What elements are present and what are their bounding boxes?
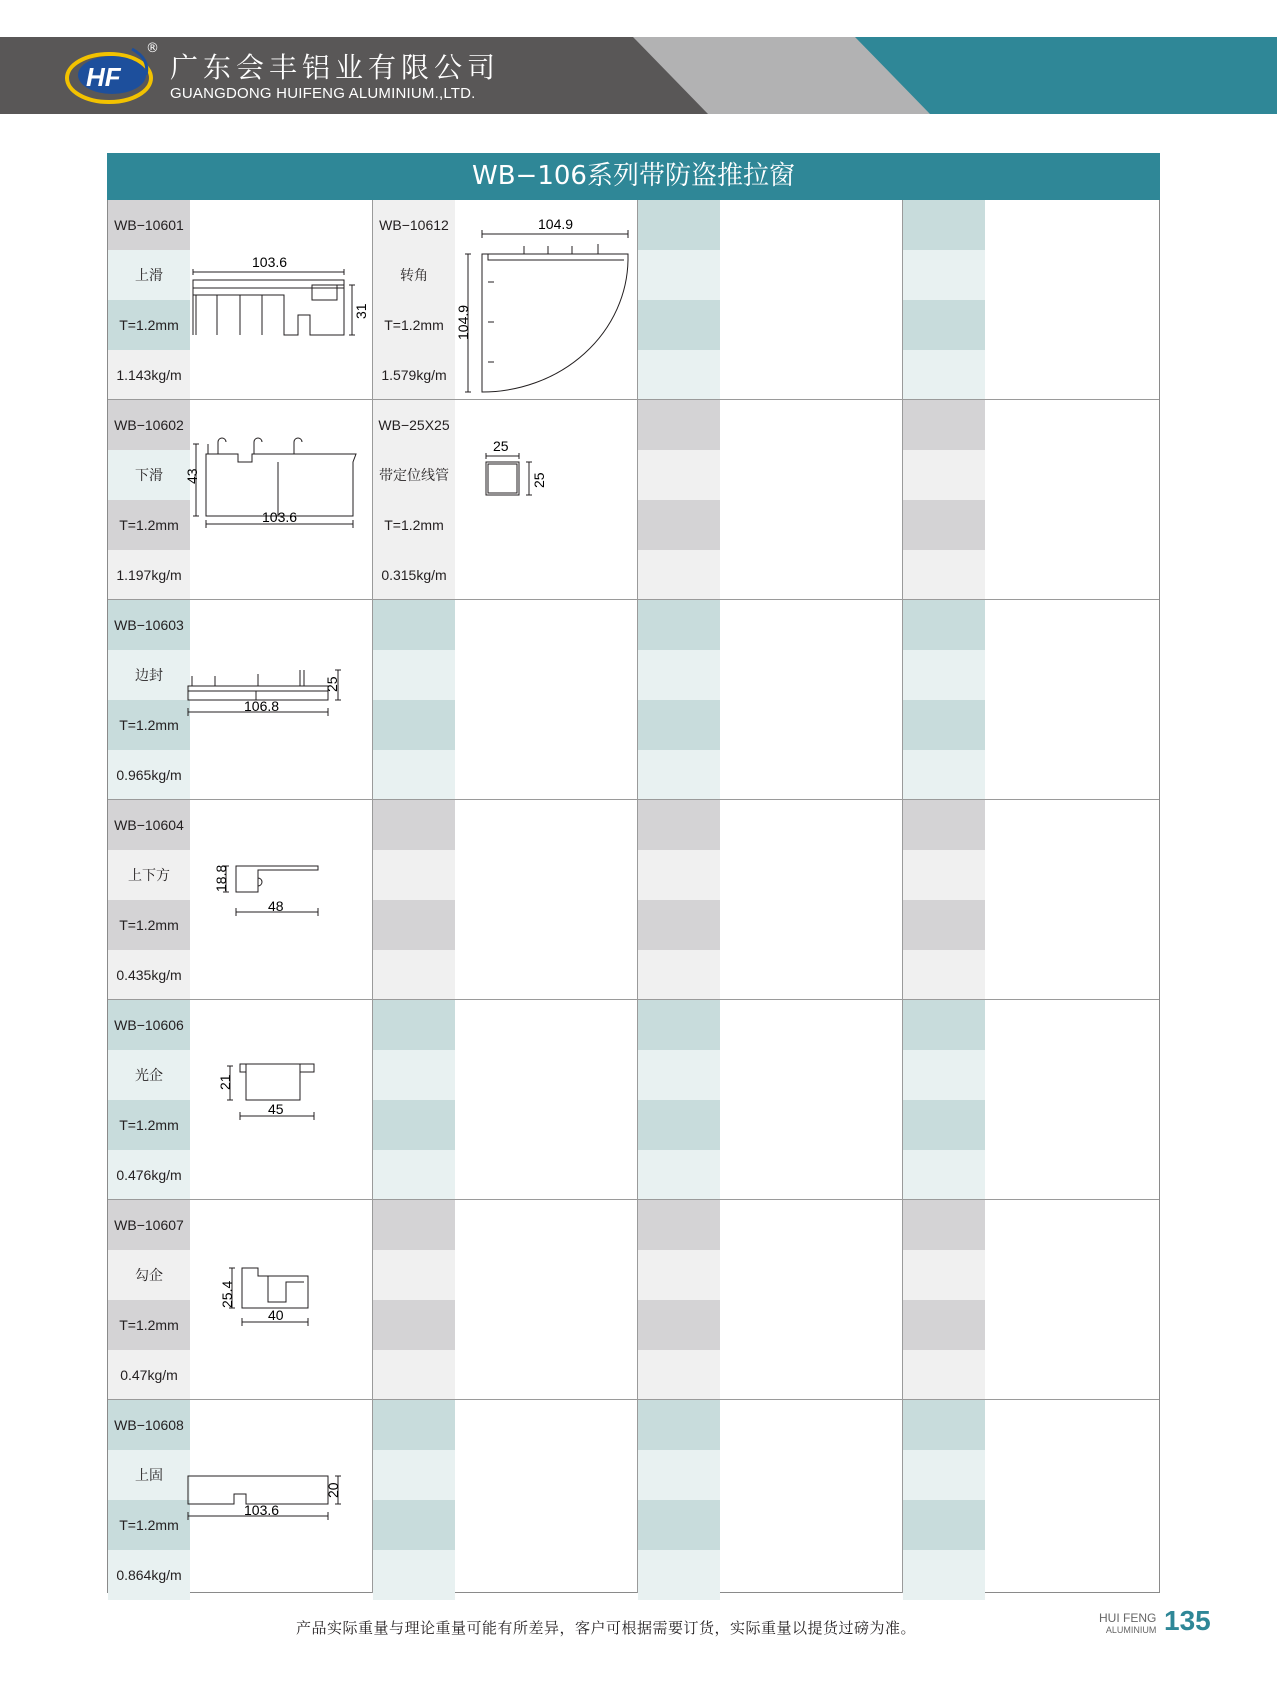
empty-label-cell — [903, 800, 985, 850]
row-divider — [108, 1399, 1159, 1400]
row-divider — [108, 1199, 1159, 1200]
profile-drawing-10602 — [184, 432, 368, 542]
empty-label-cell — [638, 1500, 720, 1550]
empty-label-cell — [373, 850, 455, 900]
empty-label-cell — [903, 1000, 985, 1050]
row-divider — [108, 799, 1159, 800]
registered-mark: ® — [146, 41, 159, 56]
profile-name: 边封 — [108, 650, 190, 700]
empty-label-cell — [638, 450, 720, 500]
empty-label-cell — [903, 650, 985, 700]
empty-label-cell — [638, 250, 720, 300]
empty-label-cell — [903, 850, 985, 900]
empty-label-cell — [638, 1150, 720, 1200]
empty-label-cell — [638, 850, 720, 900]
empty-label-cell — [638, 1200, 720, 1250]
profile-weight: 0.965kg/m — [108, 750, 190, 800]
empty-label-cell — [638, 600, 720, 650]
empty-label-cell — [638, 700, 720, 750]
footer-brand — [1099, 1612, 1156, 1636]
empty-label-cell — [903, 900, 985, 950]
profile-weight: 0.435kg/m — [108, 950, 190, 1000]
profile-code: WB−10603 — [108, 600, 190, 650]
empty-label-cell — [373, 1550, 455, 1600]
profile-code: WB−10602 — [108, 400, 190, 450]
empty-label-cell — [373, 1250, 455, 1300]
profile-thickness: T=1.2mm — [108, 1500, 190, 1550]
brand-name: HUI FENG — [1099, 1611, 1157, 1625]
row-divider — [108, 999, 1159, 1000]
dim-width: 48 — [268, 898, 284, 914]
empty-label-cell — [638, 800, 720, 850]
empty-label-cell — [373, 1500, 455, 1550]
row-divider — [108, 399, 1159, 400]
profile-code: WB−10607 — [108, 1200, 190, 1250]
profile-drawing-10612 — [455, 202, 636, 397]
column-divider — [372, 200, 373, 1593]
empty-label-cell — [638, 350, 720, 400]
empty-label-cell — [373, 1200, 455, 1250]
empty-label-cell — [638, 550, 720, 600]
column-divider — [902, 200, 903, 1593]
dim-width: 104.9 — [538, 216, 574, 232]
dim-height: 20 — [325, 1482, 341, 1498]
empty-label-cell — [903, 950, 985, 1000]
empty-label-cell — [903, 1100, 985, 1150]
profile-code: WB−10606 — [108, 1000, 190, 1050]
empty-label-cell — [903, 1550, 985, 1600]
profile-code: WB−25X25 — [373, 400, 455, 450]
company-name-en: GUANGDONG HUIFENG ALUMINIUM.,LTD. — [170, 85, 476, 102]
profile-drawing-25x25 — [483, 438, 563, 518]
dim-height: 25.4 — [219, 1280, 235, 1308]
profile-weight: 1.197kg/m — [108, 550, 190, 600]
empty-label-cell — [373, 1400, 455, 1450]
empty-label-cell — [373, 700, 455, 750]
profile-grid — [107, 200, 1160, 1593]
empty-label-cell — [373, 1300, 455, 1350]
profile-weight: 1.579kg/m — [373, 350, 455, 400]
dim-height: 25 — [531, 472, 547, 488]
profile-name: 勾企 — [108, 1250, 190, 1300]
profile-code: WB−10601 — [108, 200, 190, 250]
empty-label-cell — [373, 1100, 455, 1150]
dim-height: 104.9 — [455, 304, 471, 340]
dim-width: 40 — [268, 1307, 284, 1323]
empty-label-cell — [638, 1250, 720, 1300]
empty-label-cell — [638, 1550, 720, 1600]
empty-label-cell — [903, 1300, 985, 1350]
dim-height: 18.8 — [213, 864, 229, 892]
dim-height: 31 — [353, 303, 369, 319]
profile-drawing-10606 — [218, 1062, 338, 1142]
empty-label-cell — [373, 800, 455, 850]
profile-name: 上下方 — [108, 850, 190, 900]
empty-label-cell — [638, 650, 720, 700]
empty-label-cell — [373, 650, 455, 700]
profile-thickness: T=1.2mm — [108, 1100, 190, 1150]
empty-label-cell — [638, 750, 720, 800]
empty-label-cell — [373, 600, 455, 650]
empty-label-cell — [638, 300, 720, 350]
dim-width: 103.6 — [262, 509, 298, 525]
profile-name: 转角 — [373, 250, 455, 300]
empty-label-cell — [638, 200, 720, 250]
empty-label-cell — [373, 750, 455, 800]
profile-thickness: T=1.2mm — [108, 900, 190, 950]
profile-name: 上滑 — [108, 250, 190, 300]
profile-drawing-10604 — [213, 862, 338, 942]
hf-logo-icon — [62, 45, 157, 107]
empty-label-cell — [903, 550, 985, 600]
profile-weight: 0.315kg/m — [373, 550, 455, 600]
empty-label-cell — [373, 1350, 455, 1400]
profile-thickness: T=1.2mm — [108, 500, 190, 550]
dim-height: 25 — [324, 676, 340, 692]
profile-name: 下滑 — [108, 450, 190, 500]
profile-thickness: T=1.2mm — [108, 700, 190, 750]
empty-label-cell — [638, 950, 720, 1000]
profile-drawing-10608 — [188, 1472, 368, 1552]
empty-label-cell — [638, 1000, 720, 1050]
empty-label-cell — [373, 900, 455, 950]
profile-weight: 0.476kg/m — [108, 1150, 190, 1200]
profile-thickness: T=1.2mm — [373, 500, 455, 550]
dim-width: 106.8 — [244, 698, 280, 714]
empty-label-cell — [903, 600, 985, 650]
empty-label-cell — [903, 1050, 985, 1100]
profile-thickness: T=1.2mm — [108, 300, 190, 350]
svg-text:HF: HF — [86, 62, 121, 92]
empty-label-cell — [638, 500, 720, 550]
empty-label-cell — [903, 400, 985, 450]
empty-label-cell — [638, 900, 720, 950]
empty-label-cell — [903, 1500, 985, 1550]
profile-drawing-10601 — [192, 255, 367, 355]
empty-label-cell — [903, 1250, 985, 1300]
profile-code: WB−10608 — [108, 1400, 190, 1450]
series-title: WB−106系列带防盗推拉窗 — [107, 153, 1160, 200]
brand-sub: ALUMINIUM — [1105, 1625, 1157, 1635]
dim-width: 103.6 — [252, 254, 288, 270]
weight-disclaimer: 产品实际重量与理论重量可能有所差异，客户可根据需要订货，实际重量以提货过磅为准。 — [296, 1619, 917, 1637]
profile-name: 带定位线管 — [373, 450, 455, 500]
dim-width: 25 — [493, 438, 509, 454]
row-divider — [108, 599, 1159, 600]
dim-height: 21 — [217, 1074, 233, 1090]
profile-drawing-10607 — [218, 1266, 338, 1346]
empty-label-cell — [903, 200, 985, 250]
empty-label-cell — [638, 1350, 720, 1400]
empty-label-cell — [373, 1150, 455, 1200]
page-header — [0, 37, 1277, 114]
profile-name: 光企 — [108, 1050, 190, 1100]
profile-code: WB−10604 — [108, 800, 190, 850]
profile-name: 上固 — [108, 1450, 190, 1500]
empty-label-cell — [638, 1050, 720, 1100]
profile-thickness: T=1.2mm — [373, 300, 455, 350]
empty-label-cell — [638, 1300, 720, 1350]
empty-label-cell — [903, 500, 985, 550]
empty-label-cell — [638, 1400, 720, 1450]
empty-label-cell — [903, 1400, 985, 1450]
column-divider — [637, 200, 638, 1593]
empty-label-cell — [903, 700, 985, 750]
empty-label-cell — [903, 250, 985, 300]
empty-label-cell — [903, 1200, 985, 1250]
empty-label-cell — [903, 1350, 985, 1400]
profile-weight: 0.47kg/m — [108, 1350, 190, 1400]
empty-label-cell — [373, 1000, 455, 1050]
empty-label-cell — [903, 300, 985, 350]
dim-width: 103.6 — [244, 1502, 280, 1518]
empty-label-cell — [903, 1150, 985, 1200]
profile-code: WB−10612 — [373, 200, 455, 250]
dim-width: 45 — [268, 1101, 284, 1117]
empty-label-cell — [903, 450, 985, 500]
empty-label-cell — [903, 350, 985, 400]
profile-thickness: T=1.2mm — [108, 1300, 190, 1350]
empty-label-cell — [638, 1100, 720, 1150]
empty-label-cell — [638, 1450, 720, 1500]
page-number: 135 — [1164, 1605, 1211, 1636]
empty-label-cell — [373, 1050, 455, 1100]
empty-label-cell — [373, 950, 455, 1000]
profile-weight: 1.143kg/m — [108, 350, 190, 400]
dim-height: 43 — [184, 468, 200, 484]
profile-drawing-10603 — [188, 660, 368, 740]
profile-weight: 0.864kg/m — [108, 1550, 190, 1600]
empty-label-cell — [903, 750, 985, 800]
empty-label-cell — [638, 400, 720, 450]
company-name-cn: 广东会丰铝业有限公司 — [170, 51, 501, 84]
empty-label-cell — [373, 1450, 455, 1500]
empty-label-cell — [903, 1450, 985, 1500]
